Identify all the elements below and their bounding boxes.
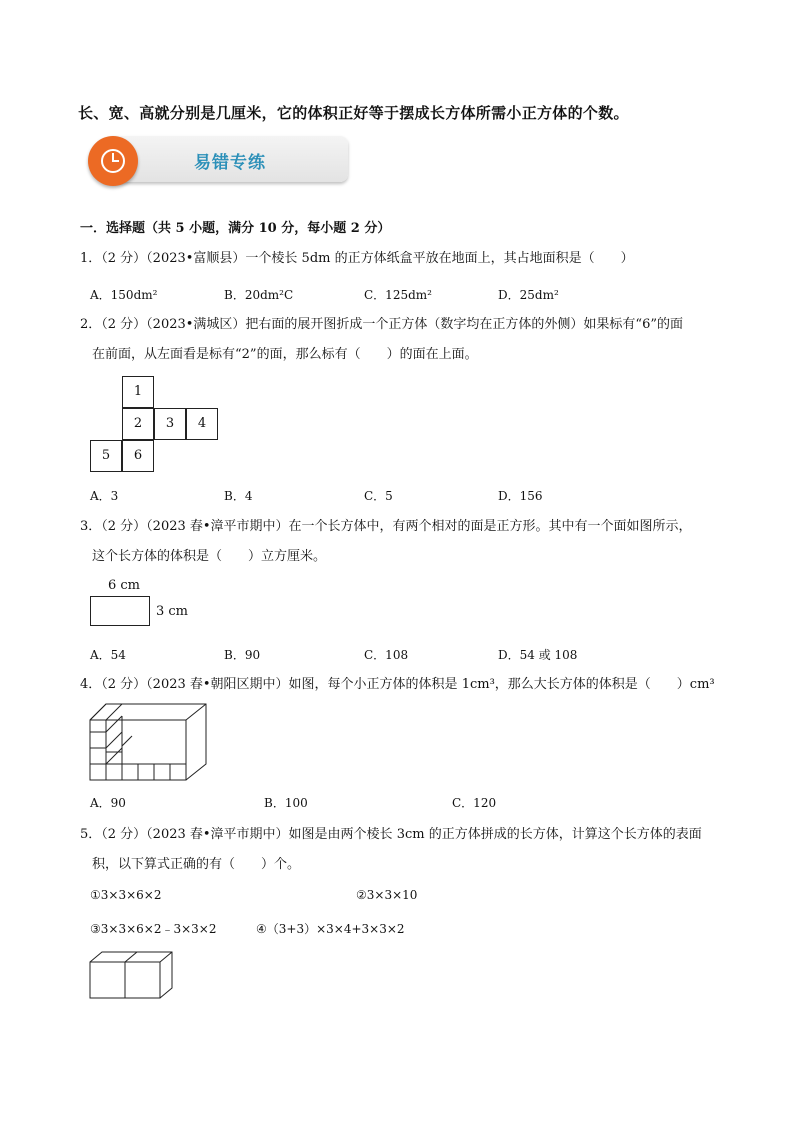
q3-option-b[interactable]: B．90 — [224, 648, 261, 662]
q1-option-b[interactable]: B．20dm²C — [224, 288, 294, 302]
q4-option-a[interactable]: A．90 — [90, 796, 126, 810]
net-face: 5 — [90, 440, 122, 472]
question-1-text: 1．（2 分）（2023•富顺县）一个棱长 5dm 的正方体纸盒平放在地面上，其占地面积是（ ） — [80, 251, 634, 266]
q1-option-d[interactable]: D．25dm² — [498, 288, 559, 302]
question-5-line-2: 积，以下算式正确的有（ ）个。 — [92, 857, 301, 872]
formula-1: ①3×3×6×2 — [90, 888, 162, 902]
rectangle-height-label: 3 cm — [156, 604, 189, 619]
two-cube-cuboid-figure — [88, 950, 174, 1000]
q2-option-b[interactable]: B．4 — [224, 489, 253, 503]
q2-option-a[interactable]: A．3 — [90, 489, 119, 503]
q2-option-d[interactable]: D．156 — [498, 489, 543, 503]
formula-2: ②3×3×10 — [356, 888, 418, 902]
question-3-line-2: 这个长方体的体积是（ ）立方厘米。 — [92, 549, 327, 564]
clock-icon — [88, 136, 138, 186]
q2-option-c[interactable]: C．5 — [364, 489, 393, 503]
q4-option-c[interactable]: C．120 — [452, 796, 497, 810]
rectangle-face-figure — [90, 596, 150, 626]
formula-3: ③3×3×6×2﹣3×3×2 — [90, 922, 217, 936]
q3-option-d[interactable]: D．54 或 108 — [498, 648, 578, 662]
cuboid-stack-figure — [88, 702, 212, 782]
cube-net-figure — [90, 376, 220, 476]
big-cuboid-top — [90, 704, 206, 780]
banner-title: 易错专练 — [194, 153, 266, 173]
rectangle-width-label: 6 cm — [108, 578, 141, 593]
question-2-line-2: 在前面，从左面看是标有“2”的面，那么标有（ ）的面在上面。 — [92, 347, 478, 362]
small-cubes — [90, 704, 186, 780]
net-face: 1 — [122, 376, 154, 408]
section-heading: 一．选择题（共 5 小题，满分 10 分，每小题 2 分） — [80, 221, 391, 236]
question-5-line-1: 5．（2 分）（2023 春•漳平市期中）如图是由两个棱长 3cm 的正方体拼成的长方体，计算这个长方体的表面 — [80, 827, 702, 842]
section-banner — [80, 134, 348, 186]
net-face: 3 — [154, 408, 186, 440]
net-face: 6 — [122, 440, 154, 472]
net-face: 4 — [186, 408, 218, 440]
question-3-line-1: 3．（2 分）（2023 春•漳平市期中）在一个长方体中，有两个相对的面是正方形。其中有一个面如图所示， — [80, 519, 692, 534]
q3-option-a[interactable]: A．54 — [90, 648, 126, 662]
lead-text: 长、宽、高就分别是几厘米，它的体积正好等于摆成长方体所需小正方体的个数。 — [78, 104, 629, 122]
formula-4: ④（3+3）×3×4+3×3×2 — [256, 922, 405, 936]
q1-option-c[interactable]: C．125dm² — [364, 288, 432, 302]
q1-option-a[interactable]: A．150dm² — [90, 288, 158, 302]
question-4-text: 4．（2 分）（2023 春•朝阳区期中）如图，每个小正方体的体积是 1cm³，那么大长方体的体积是（ ）cm³ — [80, 677, 715, 692]
q3-option-c[interactable]: C．108 — [364, 648, 409, 662]
net-face: 2 — [122, 408, 154, 440]
q4-option-b[interactable]: B．100 — [264, 796, 308, 810]
question-2-line-1: 2．（2 分）（2023•满城区）把右面的展开图折成一个正方体（数字均在正方体的外侧）如果标有“6”的面 — [80, 317, 683, 332]
